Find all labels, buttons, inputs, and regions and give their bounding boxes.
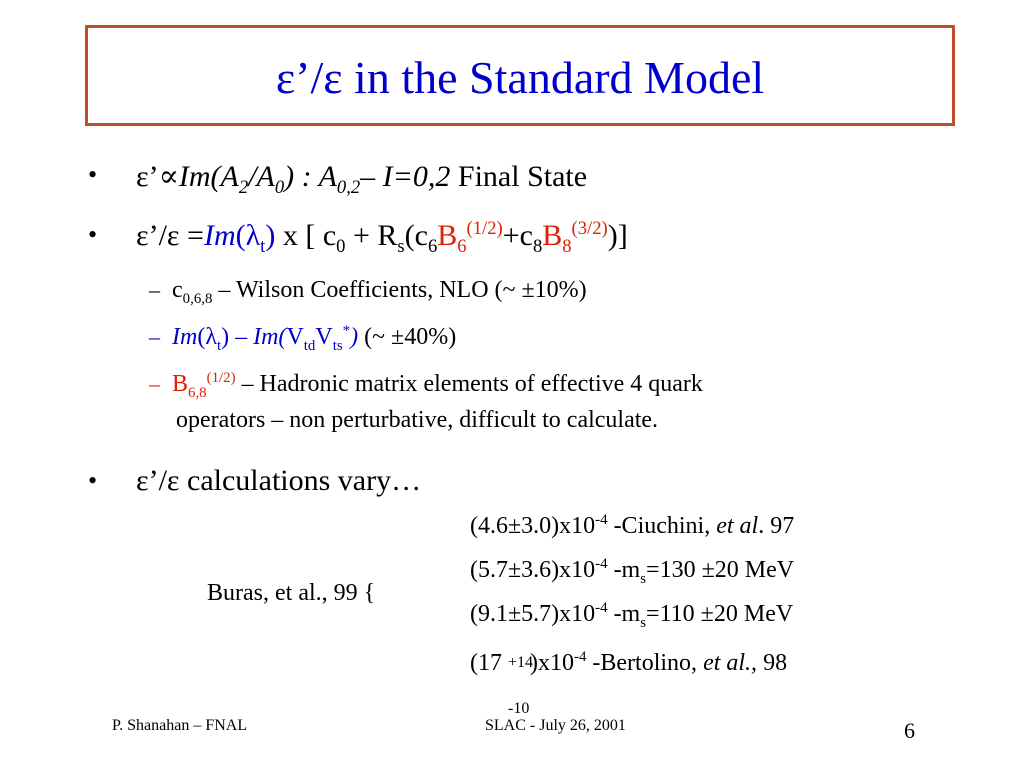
text: $Im(\lambda_t) - Im(V_{td}V_{ts}^*)$ xyxy=(172,323,359,354)
text: – Wilson Coefficients, NLO (~ ±10%) xyxy=(212,277,587,303)
text: 8 xyxy=(532,236,543,257)
text: ε’ xyxy=(136,160,159,193)
dash: – xyxy=(149,324,160,349)
text: Final State xyxy=(450,160,588,193)
text: ε’/ε = xyxy=(136,219,204,252)
result-row: $(5.7\pm 3.6)x10^{-4}$ $-m_s=130 \pm 20$ MeV xyxy=(470,556,795,587)
line-wilson-coefficients xyxy=(172,274,587,306)
text: – Hadronic matrix elements of effective 4 quark xyxy=(235,371,703,397)
text: 6 xyxy=(427,236,438,257)
line-hadronic xyxy=(172,368,703,400)
result-row: $(4.6\pm 3.0)x10^{-4}$ -Ciuchini, et al. 97 xyxy=(470,512,795,539)
text: s xyxy=(397,236,405,257)
text: x [ c xyxy=(275,219,337,252)
page-number: 6 xyxy=(904,718,915,743)
text: +c xyxy=(502,219,533,252)
bullet: • xyxy=(88,160,98,189)
text: (c xyxy=(404,219,428,252)
result-row: $(9.1\pm 5.7)x10^{-4}$ $-m_s=110 \pm 20$ MeV xyxy=(470,600,794,631)
text: c xyxy=(172,277,183,303)
text: (~ ±40%) xyxy=(358,324,457,350)
text: $Im(A_2/A_0)$ : $A_{0,2}-$ I=0,2 xyxy=(178,160,451,198)
title-box xyxy=(85,25,955,126)
bullet: • xyxy=(88,466,98,495)
text: $(\lambda_t)$ xyxy=(235,219,276,257)
line-epsilon-formula xyxy=(136,217,628,255)
text: ∝ xyxy=(158,160,179,193)
text: $B_{6,8}^{(1/2)}$ xyxy=(172,370,236,401)
slide-title: ε’/ε in the Standard Model xyxy=(275,52,765,103)
line-calculations: ε’/ε calculations vary… xyxy=(136,464,422,497)
dash: – xyxy=(149,371,160,396)
line-proportionality xyxy=(136,158,587,196)
text: + R xyxy=(345,219,398,252)
buras-label: Buras, et al., 99 { xyxy=(207,580,376,606)
line-hadronic-cont: operators – non perturbative, difficult to calculate. xyxy=(176,407,659,433)
text: )] xyxy=(607,219,628,252)
line-ckm xyxy=(172,321,456,353)
bullet: • xyxy=(88,220,98,249)
footer-author: P. Shanahan – FNAL xyxy=(112,717,248,734)
text: 0 xyxy=(336,236,346,257)
text: 0,6,8 xyxy=(182,290,213,307)
result-row-bertolino: (17 +14 -10 )$x10^{-4}$ -Bertolino, et al., 98 xyxy=(470,649,788,717)
footer-venue: SLAC - July 26, 2001 xyxy=(485,717,626,734)
text: $B_8^{(3/2)}$ xyxy=(542,218,608,257)
dash: – xyxy=(149,277,160,302)
text: $B_6^{(1/2)}$ xyxy=(437,218,503,257)
text: Im xyxy=(203,219,236,252)
